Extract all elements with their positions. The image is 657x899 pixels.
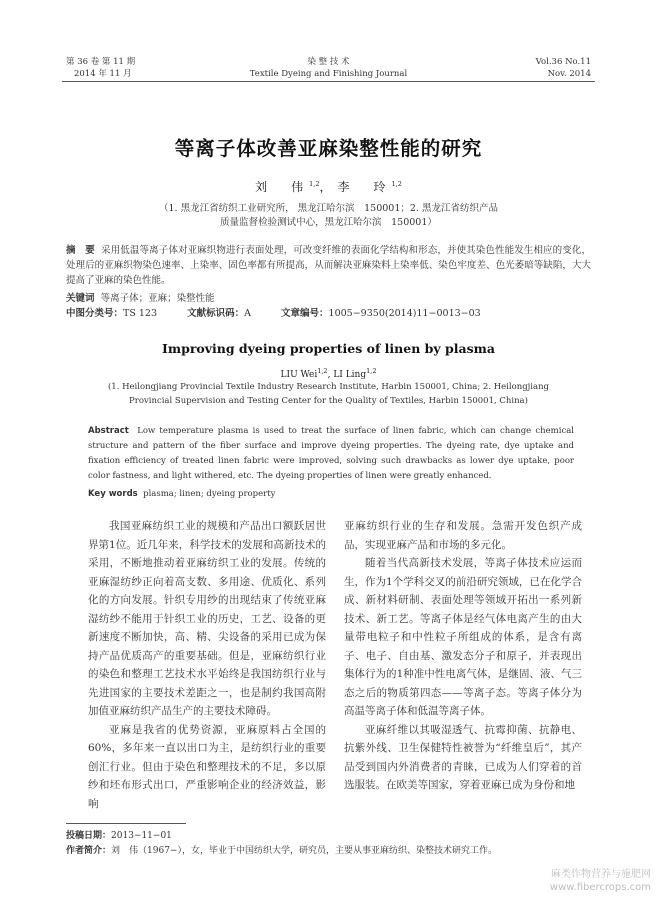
author-1-affil-en: 1,2 (317, 367, 328, 375)
body-paragraph: 随着当代高新技术发展，等离子体技术应运而生，作为1个学科交叉的前沿研究领域，已在化学合成、新材料研制、表面处理等领域开拓出一系列新技术、新工艺。等离子体是经气体电离产生的由大量带电粒子和中性粒子所组成的体系，是含有离子、电子、自由基、激发态分子和原子，并表现出集体行为的1种准中性电离气体，是继固、液、气三态之后的物质第四态——等离子态。等离子体分为高温等离子体和低温等离子体。 (344, 557, 582, 717)
received-date-label: 投稿日期： (66, 831, 112, 841)
issue-date-en: Nov. 2014 (547, 69, 591, 79)
keywords-en-label: Key words (88, 489, 138, 499)
abstract-en (88, 424, 574, 484)
classification-line (66, 307, 481, 321)
author-2-affil-cn: 1,2 (391, 180, 402, 188)
article-number-value: 1005−9350(2014)11−0013−03 (328, 308, 481, 319)
affiliation-en (0, 380, 657, 408)
journal-name-en: Textile Dyeing and Finishing Journal (249, 69, 408, 79)
clc-label: 中图分类号： (66, 308, 124, 319)
paper-title-cn: 等离子体改善亚麻染整性能的研究 (174, 137, 483, 160)
affiliation-cn-line1: （1. 黑龙江省纺织工业研究所， 黑龙江哈尔滨 150001；2. 黑龙江省纺织产品 (159, 203, 498, 214)
author-separator-cn: ， (319, 180, 338, 194)
author-2-cn: 李 玲 (337, 180, 392, 194)
body-paragraph: 我国亚麻纺织工业的规模和产品出口额跃居世界第1位。近几年来，科学技术的发展和高新技术的采用，不断地推动着亚麻纺织工业的发展。传统的亚麻湿纺纱正向着高支数、多用途、优质化、系列化的方向发展。针织专用纱的出现结束了传统亚麻湿纺纱不能用于针织工业的历史，工艺、设备的更新速度不断加快，高、精、尖设备的采用已成为保持产品优质高产的重要基础。但是，亚麻纺织行业的染色和整理工艺技术水平始终是我国纺织行业与先进国家的主要技术差距之一，也是制约我国高附加值亚麻纺织产品生产的主要技术障碍。 (88, 520, 326, 717)
authors-en (0, 367, 657, 380)
abstract-cn (66, 243, 591, 288)
header-rule (62, 81, 595, 82)
abstract-en-text: Low temperature plasma is used to treat the surface of linen fabric, which can change chemical structure and pattern of the fiber surface and improve dyeing properties. The dyeing rate, dye uptake and fixation efficiency of treated linen fabric were improved, solving such drawbacks as lower dye uptake, poor color fastness, and light withered, etc. The dyeing properties of linen were greatly enhanced. (88, 426, 574, 481)
watermark-url: www.fibercrops.com (549, 882, 651, 893)
volume-issue-en: Vol.36 No.11 (535, 57, 591, 67)
author-bio-label: 作者简介： (66, 846, 112, 856)
abstract-en-label: Abstract (88, 426, 129, 436)
author-2-affil-en: 1,2 (366, 367, 377, 375)
issue-date: 2014 年 11 月 (74, 69, 132, 79)
author-bio (66, 844, 497, 858)
received-date (66, 829, 172, 843)
authors-cn (0, 178, 657, 195)
volume-issue: 第 36 卷 第 11 期 (66, 57, 136, 67)
keywords-cn-label: 关键词 (66, 293, 95, 304)
paper-title-en: Improving dyeing properties of linen by plasma (162, 341, 495, 356)
body-column-right (344, 517, 582, 795)
author-1-en: LIU Wei (280, 370, 318, 380)
article-number-label: 文章编号： (281, 308, 329, 319)
clc-value: TS 123 (123, 308, 158, 319)
keywords-en (88, 487, 275, 501)
author-2-en: LI Ling (333, 370, 367, 380)
footnote-rule (66, 823, 186, 824)
affiliation-en-line2: Provincial Supervision and Testing Center for the Quality of Textiles, Harbin 150001, China) (129, 396, 528, 406)
keywords-cn (66, 292, 215, 306)
keywords-cn-text: 等离子体；亚麻；染整性能 (100, 293, 215, 304)
journal-issue-info-en (536, 56, 591, 80)
received-date-value: 2013−11−01 (111, 831, 172, 841)
affiliation-cn-line2: 质量监督检验测试中心，黑龙江哈尔滨 150001） (220, 217, 437, 228)
site-watermark (550, 868, 651, 894)
watermark-cn: 麻类作物营养与施肥网 (551, 869, 651, 880)
body-paragraph: 亚麻是我省的优势资源，亚麻原料占全国的60%，多年来一直以出口为主，是纺织行业的重要创汇行业。但由于染色和整理技术的不足，多以原纱和坯布形式出口，严重影响企业的经济效益，影响 (88, 723, 326, 810)
author-separator-en: , (327, 370, 334, 380)
author-1-cn: 刘 伟 (255, 180, 310, 194)
affiliation-cn (0, 202, 657, 230)
doc-code-value: A (244, 308, 251, 319)
journal-name-cn: 染 整 技 术 (307, 57, 350, 67)
body-paragraph: 亚麻纺织行业的生存和发展。急需开发色织产成品，实现亚麻产品和市场的多元化。 (344, 520, 582, 551)
abstract-cn-text: 采用低温等离子体对亚麻织物进行表面处理，可改变纤维的表面化学结构和形态，并使其染色性能发生相应的变化，处理后的亚麻织物染色速率、上染率、固色率都有所提高，从而解决亚麻染料上染率低、染色牢度差、色光萎暗等缺陷，大大提高了亚麻的染色性能。 (66, 245, 591, 286)
keywords-en-text: plasma; linen; dyeing property (143, 489, 276, 499)
author-bio-text: 刘 伟（1967−），女，毕业于中国纺织大学，研究员，主要从事亚麻纺织、染整技术研究工作。 (111, 846, 497, 856)
body-paragraph: 亚麻纤维以其吸湿透气、抗霉抑菌、抗静电、抗紫外线、卫生保健特性被誉为“纤维皇后”，其产品受到国内外消费者的青睐，已成为人们穿着的首选服装。在欧美等国家，穿着亚麻已成为身份和地 (344, 723, 582, 791)
abstract-cn-label: 摘 要 (66, 245, 95, 256)
body-column-left (88, 517, 326, 813)
affiliation-en-line1: (1. Heilongjiang Provincial Textile Industry Research Institute, Harbin 150001, China; 2. Heilongjiang (107, 382, 549, 392)
author-1-affil-cn: 1,2 (309, 180, 320, 188)
doc-code-label: 文献标识码： (187, 308, 245, 319)
